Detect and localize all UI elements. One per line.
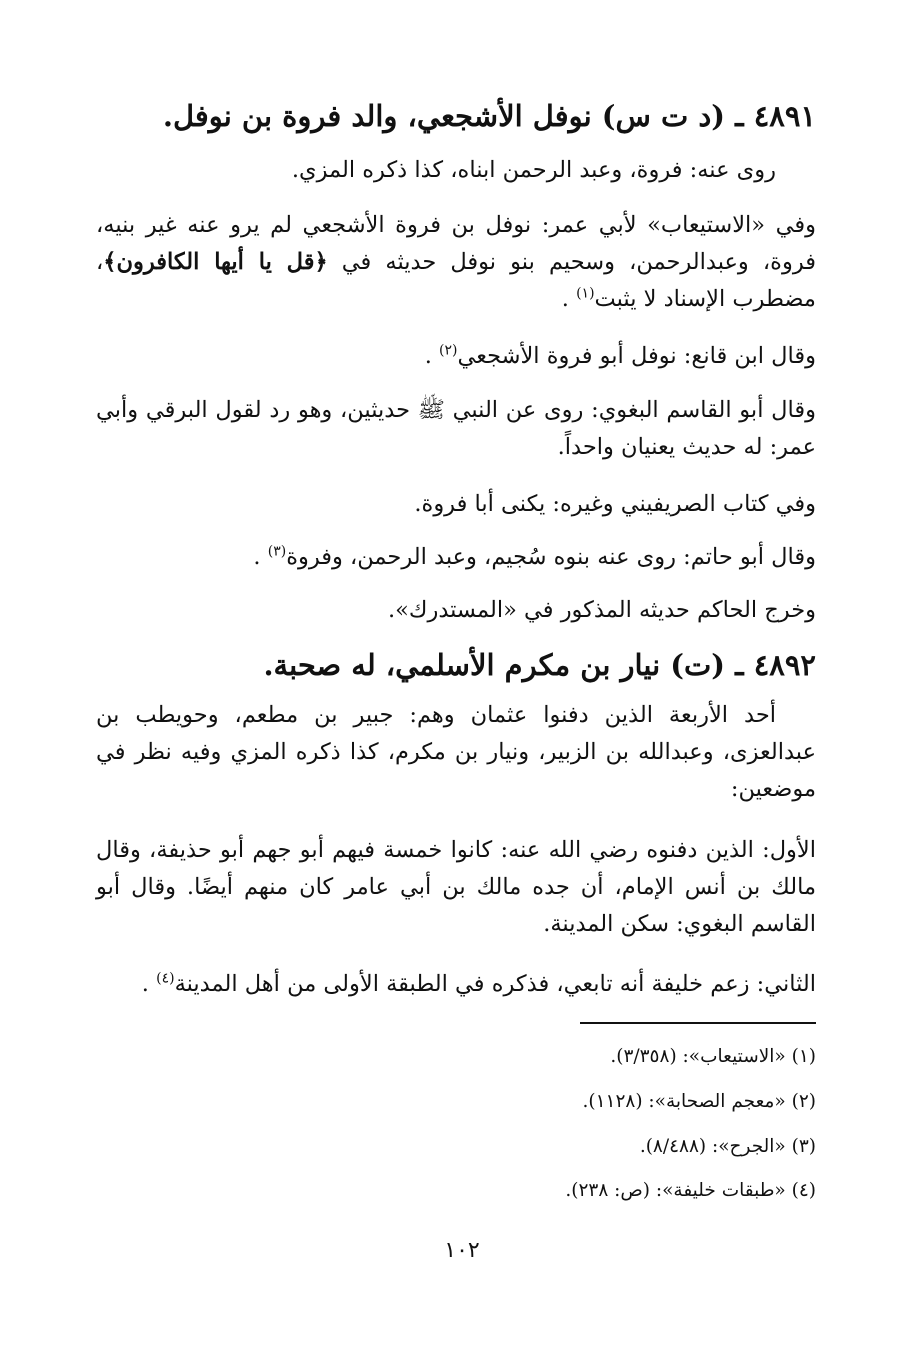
footnote-4: (٤) «طبقات خليفة»: (ص: ٢٣٨). [565,1180,816,1201]
footnote-2: (٢) «معجم الصحابة»: (١١٢٨). [582,1091,816,1112]
footnote-3: (٣) «الجرح»: (٨/٤٨٨). [639,1136,816,1157]
ibn-qani-period: . [424,343,439,369]
entry-4891-baghawi-paragraph: وقال أبو القاسم البغوي: روى عن النبي ﷺ حديثين، وهو رد لقول البرقي وأبي عمر: له حديث يعنيان واحداً. [96,397,816,460]
entry-4891-istiab-paragraph [96,207,816,318]
entry-4891-heading: ٤٨٩١ ـ (د ت س) نوفل الأشجعي، والد فروة بن نوفل. [162,99,816,133]
page-number: ١٠٢ [444,1238,480,1263]
footnote-ref-4[interactable]: (٤) [156,970,175,987]
footnote-divider [580,1022,816,1024]
ibn-qani-text: وقال ابن قانع: نوفل أبو فروة الأشجعي [457,343,816,369]
entry-4891-narrators: روى عنه: فروة، وعبد الرحمن ابناه، كذا ذكره المزي. [291,157,776,183]
footnote-ref-3[interactable]: (٣) [267,543,287,560]
abu-hatim-period: . [253,544,268,570]
istiab-text: وفي «الاستيعاب» لأبي عمر: نوفل بن فروة الأشجعي لم يرو عنه غير بنيه، فروة، وعبدالرحمن، وسحيم بنو نوفل حديثه في [96,212,816,275]
entry-4892-buriers-paragraph: أحد الأربعة الذين دفنوا عثمان وهم: جبير بن مطعم، وحويطب بن عبدالعزى، وعبدالله بن الزبير، ونيار بن مكرم، كذا ذكره المزي وفيه نظر في موضعين: [96,702,816,802]
entry-4892-heading: ٤٨٩٢ ـ (ت) نيار بن مكرم الأسلمي، له صحبة. [263,648,816,682]
footnote-ref-1[interactable]: (١) [576,285,595,302]
entry-4892-first-point: الأول: الذين دفنوه رضي الله عنه: كانوا خمسة فيهم أبو جهم أبو حذيفة، وقال مالك بن أنس الإمام، أن جده مالك بن أبي عامر كان منهم أيضًا. وقال أبو القاسم البغوي: سكن المدينة. [96,837,816,937]
istiab-period: . [561,286,577,312]
entry-4891-hakim-paragraph: وخرج الحاكم حديثه المذكور في «المستدرك». [388,597,816,623]
entry-4891-ibn-qani-paragraph [96,338,816,375]
second-point-text: الثاني: زعم خليفة أنه تابعي، فذكره في الطبقة الأولى من أهل المدينة [174,971,816,997]
footnote-1: (١) «الاستيعاب»: (٣/٣٥٨). [610,1046,816,1067]
abu-hatim-text: وقال أبو حاتم: روى عنه بنوه سُجيم، وعبد الرحمن، وفروة [286,544,816,570]
entry-4892-second-point [96,966,816,1003]
istiab-text-end: ، مضطرب الإسناد لا يثبت [96,249,816,312]
footnote-ref-2[interactable]: (٢) [439,342,458,359]
quran-quote: ﴿قل يا أيها الكافرون﴾ [103,249,328,275]
second-point-period: . [141,971,157,997]
entry-4891-sarifini-paragraph: وفي كتاب الصريفيني وغيره: يكنى أبا فروة. [414,491,816,517]
entry-4891-abu-hatim-paragraph [96,539,816,576]
